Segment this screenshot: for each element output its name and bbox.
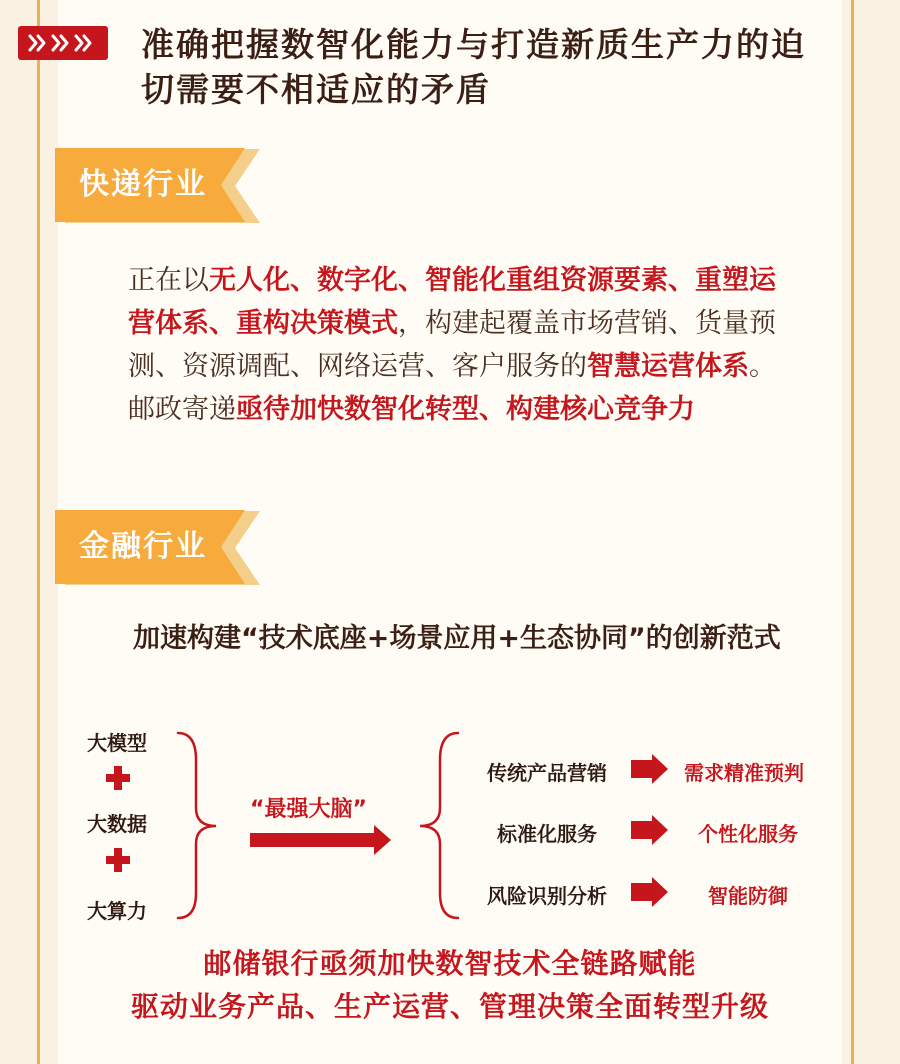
highlight-text: 无人化、数字化、智能化重组资源要素、重塑运营体系、重构决策模式 <box>128 265 776 339</box>
center-arrow-icon <box>250 825 391 855</box>
conclusion-line-2: 驱动业务产品、生产运营、管理决策全面转型升级 <box>130 990 769 1023</box>
right-brace-icon <box>420 733 458 918</box>
body-text: 。邮政寄递 <box>128 351 776 425</box>
plus-icon <box>106 766 130 790</box>
row-arrow-icon <box>631 877 668 907</box>
to-label: 个性化服务 <box>698 822 798 846</box>
from-label: 标准化服务 <box>497 822 597 846</box>
from-label: 风险识别分析 <box>487 884 607 908</box>
section-tag-label: 快递行业 <box>79 167 207 202</box>
body-text: 正在以 <box>128 265 209 296</box>
row-arrow-icon <box>631 815 668 845</box>
row-arrow-icon <box>631 754 668 784</box>
brain-label: “最强大脑” <box>250 797 367 822</box>
body-text: ，构建起覆盖市场营销、货量预测、资源调配、网络运营、客户服务的 <box>128 308 776 382</box>
section-tag-label: 金融行业 <box>79 529 207 564</box>
conclusion-line-1: 邮储银行亟须加快数智技术全链路赋能 <box>203 947 697 980</box>
finance-intro: 加速构建“技术底座+场景应用+生态协同”的创新范式 <box>133 623 781 654</box>
input-label: 大模型 <box>87 731 147 755</box>
left-brace-icon <box>178 733 216 918</box>
to-label: 智能防御 <box>708 884 788 908</box>
highlight-text: 亟待加快数智化转型、构建核心竞争力 <box>236 394 695 425</box>
input-label: 大数据 <box>87 812 147 836</box>
to-label: 需求精准预判 <box>684 761 804 785</box>
input-label: 大算力 <box>87 899 147 923</box>
plus-icon <box>106 848 130 872</box>
page-title: 准确把握数智化能力与打造新质生产力的迫切需要不相适应的矛盾 <box>141 25 806 109</box>
from-label: 传统产品营销 <box>487 761 607 785</box>
highlight-text: 智慧运营体系 <box>587 351 749 382</box>
